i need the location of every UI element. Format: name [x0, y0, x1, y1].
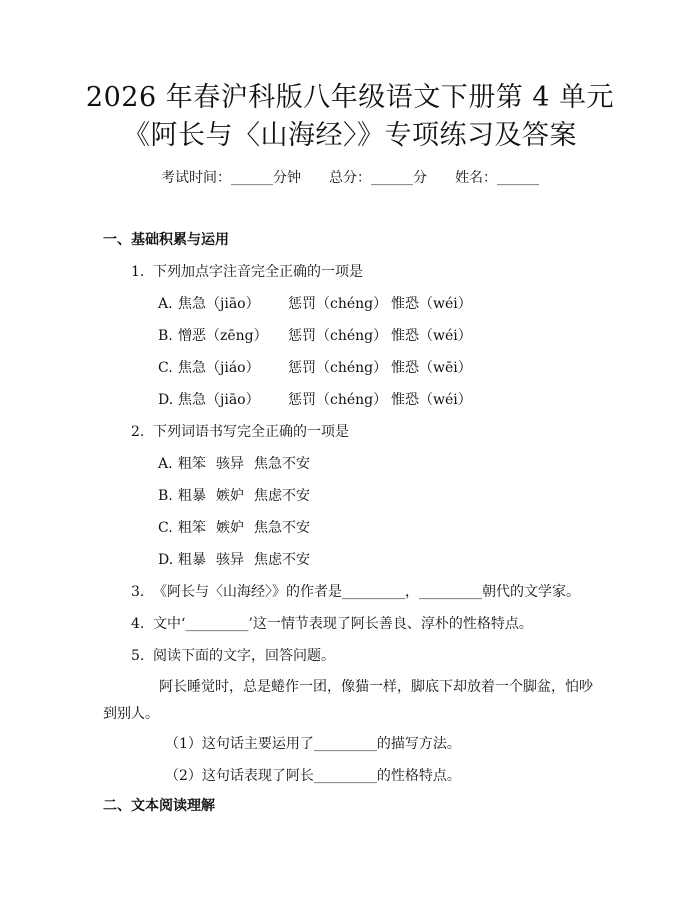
student-name: 姓名：______ — [455, 170, 539, 186]
q2-option-b — [158, 486, 310, 506]
question-text: 文中‘_________’这一情节表现了阿长善良、淳朴的性格特点。 — [153, 616, 533, 632]
question-2 — [131, 422, 349, 442]
q2-option-a — [158, 454, 310, 474]
option-letter: A. — [158, 456, 173, 472]
option-letter: D. — [158, 552, 174, 568]
section-1-heading: 一、基础积累与运用 — [103, 232, 229, 248]
option-part: 惟恐（wēi） — [391, 360, 472, 376]
question-number: 4. — [131, 616, 145, 632]
option-part: 焦急（jiáo） — [178, 360, 260, 376]
q1-option-b — [158, 326, 472, 346]
option-word: 焦虑不安 — [254, 488, 310, 504]
option-letter: A. — [158, 296, 173, 312]
question-4 — [131, 614, 533, 634]
question-text: 阅读下面的文字，回答问题。 — [153, 648, 335, 664]
sub-question-2: （2）这句话表现了阿长_________的性格特点。 — [165, 768, 461, 784]
q2-option-d — [158, 550, 310, 570]
option-letter: D. — [158, 392, 174, 408]
option-part: 惟恐（wéi） — [391, 328, 472, 344]
question-1 — [131, 262, 363, 282]
option-part: 焦急（jiāo） — [178, 392, 260, 408]
option-word: 骇异 — [216, 456, 244, 472]
q2-option-c — [158, 518, 310, 538]
option-word: 焦急不安 — [254, 456, 310, 472]
exam-time: 考试时间：______分钟 — [161, 170, 301, 186]
option-part: 憎恶（zēng） — [178, 328, 268, 344]
option-part: 惩罚（chéng） — [288, 328, 388, 344]
q1-option-d — [158, 390, 472, 410]
question-number: 1. — [131, 264, 145, 280]
option-letter: C. — [158, 520, 173, 536]
option-part: 惩罚（chéng） — [288, 392, 388, 408]
option-part: 惩罚（chéng） — [288, 360, 388, 376]
question-text: 下列加点字注音完全正确的一项是 — [153, 264, 363, 280]
option-letter: B. — [158, 488, 173, 504]
title-line-1: 2026 年春沪科版八年级语文下册第 4 单元 — [85, 82, 615, 113]
section-2-heading: 二、文本阅读理解 — [103, 798, 215, 814]
reading-passage: 阿长睡觉时，总是蜷作一团，像猫一样，脚底下却放着一个脚盆，怕吵到别人。 — [103, 679, 593, 722]
q1-option-a — [158, 294, 472, 314]
option-word: 焦虑不安 — [254, 552, 310, 568]
option-part: 焦急（jiāo） — [178, 296, 260, 312]
option-word: 骇异 — [216, 552, 244, 568]
question-number: 2. — [131, 424, 145, 440]
option-word: 粗暴 — [178, 552, 206, 568]
option-word: 粗笨 — [178, 520, 206, 536]
question-5 — [131, 646, 335, 666]
option-word: 嫉妒 — [216, 520, 244, 536]
exam-meta — [0, 168, 700, 188]
option-word: 粗笨 — [178, 456, 206, 472]
option-word: 粗暴 — [178, 488, 206, 504]
option-part: 惟恐（wéi） — [391, 392, 472, 408]
option-word: 嫉妒 — [216, 488, 244, 504]
exam-score: 总分：______分 — [329, 170, 427, 186]
option-letter: B. — [158, 328, 173, 344]
option-part: 惟恐（wéi） — [391, 296, 472, 312]
q1-option-c — [158, 358, 472, 378]
option-word: 焦急不安 — [254, 520, 310, 536]
question-text: 下列词语书写完全正确的一项是 — [153, 424, 349, 440]
title-line-2: 《阿长与〈山海经〉》专项练习及答案 — [123, 120, 577, 151]
question-number: 5. — [131, 648, 145, 664]
question-text: 《阿长与〈山海经〉》的作者是_________，_________朝代的文学家。 — [153, 584, 580, 600]
question-number: 3. — [131, 584, 145, 600]
option-letter: C. — [158, 360, 173, 376]
question-3 — [131, 582, 580, 602]
option-part: 惩罚（chéng） — [288, 296, 388, 312]
sub-question-1: （1）这句话主要运用了_________的描写方法。 — [165, 736, 461, 752]
